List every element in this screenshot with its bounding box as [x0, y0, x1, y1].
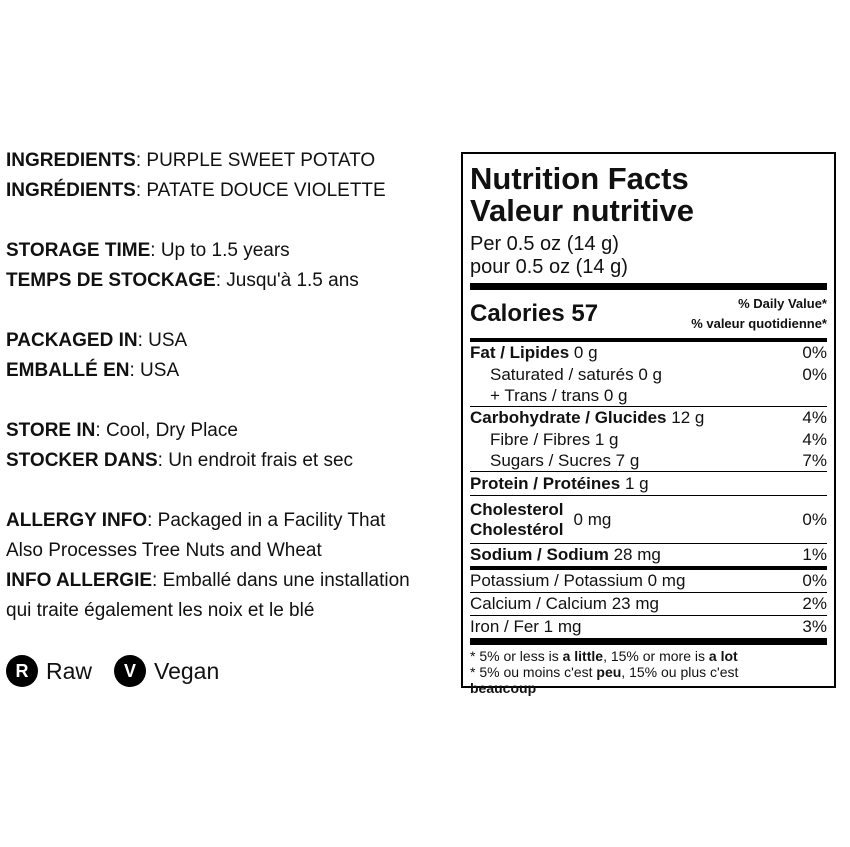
carbohydrate-label: Carbohydrate / Glucides — [470, 408, 667, 427]
cholesterol-pct: 0% — [802, 509, 827, 529]
storage-en-label: STORAGE TIME — [6, 240, 151, 261]
footnote — [470, 648, 827, 696]
ingredients-en-label: INGREDIENTS — [6, 150, 136, 171]
cholesterol-amount: 0 mg — [573, 509, 612, 529]
allergy-fr-cont — [6, 596, 456, 626]
footnote-en — [470, 648, 827, 664]
packaged-en-label: PACKAGED IN — [6, 330, 138, 351]
footnote-en-part1: * 5% or less is — [470, 648, 563, 664]
vegan-badge — [114, 655, 219, 687]
serving-size-fr: pour 0.5 oz (14 g) — [470, 256, 628, 278]
footnote-en-little: a little — [562, 648, 604, 664]
fibre-row — [470, 429, 827, 450]
nutrition-facts-table — [461, 152, 836, 696]
calcium-pct: 2% — [802, 594, 827, 613]
calcium-label: Calcium / Calcium 23 mg — [470, 594, 659, 613]
protein-row — [470, 472, 827, 495]
iron-label: Iron / Fer 1 mg — [470, 617, 582, 636]
iron-pct: 3% — [802, 617, 827, 636]
raw-label: Raw — [46, 657, 93, 684]
cholesterol-row — [470, 496, 827, 543]
daily-value-fr: % valeur quotidienne* — [691, 316, 827, 331]
diet-badges — [6, 655, 241, 687]
storage-fr-value: : Jusqu'à 1.5 ans — [215, 270, 359, 291]
store-en-value: : Cool, Dry Place — [95, 420, 238, 441]
allergy-fr — [6, 566, 456, 596]
carbohydrate-pct: 4% — [802, 408, 827, 427]
footnote-en-lot: a lot — [708, 648, 738, 664]
footnote-fr-part1: * 5% ou moins c'est — [470, 664, 597, 680]
storage-fr — [6, 266, 456, 296]
serving-size-en: Per 0.5 oz (14 g) — [470, 233, 619, 255]
allergy-en — [6, 506, 456, 536]
footnote-en-part2: , 15% or more is — [603, 648, 709, 664]
calcium-row — [470, 593, 827, 615]
packaged-fr-label: EMBALLÉ EN — [6, 360, 130, 381]
trans-label: + Trans / trans 0 g — [490, 385, 628, 405]
iron-row — [470, 616, 827, 638]
cholesterol-label-fr: Cholestérol — [470, 519, 564, 539]
potassium-pct: 0% — [802, 571, 827, 590]
protein-label: Protein / Protéines — [470, 473, 621, 493]
store-fr-label: STOCKER DANS — [6, 450, 158, 471]
product-info — [6, 146, 456, 626]
cholesterol-names — [470, 500, 564, 540]
allergy-fr-value: : Emballé dans une installation — [152, 570, 410, 591]
footnote-fr-beaucoup: beaucoup — [470, 680, 537, 696]
packaged-en-value: : USA — [137, 330, 188, 351]
footnote-fr — [470, 664, 827, 680]
sugars-pct: 7% — [802, 450, 827, 470]
storage-en — [6, 236, 456, 266]
footnote-fr-part2: , 15% ou plus c'est — [621, 664, 739, 680]
fat-amount: 0 g — [573, 343, 598, 362]
carbohydrate-row — [470, 407, 827, 429]
sodium-label: Sodium / Sodium — [470, 545, 609, 564]
store-en — [6, 416, 456, 446]
vegan-label: Vegan — [154, 657, 220, 684]
footnote-fr-peu: peu — [596, 664, 622, 680]
fibre-label: Fibre / Fibres 1 g — [490, 429, 619, 449]
raw-icon: R — [6, 655, 38, 687]
allergy-en-label: ALLERGY INFO — [6, 510, 148, 531]
fat-pct: 0% — [802, 343, 827, 362]
footnote-fr-cont — [470, 680, 827, 696]
daily-value-en: % Daily Value* — [738, 296, 827, 311]
allergy-en-cont — [6, 536, 456, 566]
calories-row — [470, 290, 827, 338]
fat-row — [470, 342, 827, 364]
nutrition-title-en: Nutrition Facts — [470, 161, 689, 196]
allergy-fr-label: INFO ALLERGIE — [6, 570, 153, 591]
packaged-fr-value: : USA — [129, 360, 180, 381]
ingredients-en-value: : PURPLE SWEET POTATO — [135, 150, 376, 171]
sugars-label: Sugars / Sucres 7 g — [490, 450, 640, 470]
saturated-pct: 0% — [802, 364, 827, 384]
store-en-label: STORE IN — [6, 420, 96, 441]
allergy-en-value2: Also Processes Tree Nuts and Wheat — [6, 540, 322, 561]
sugars-row — [470, 450, 827, 471]
ingredients-fr-label: INGRÉDIENTS — [6, 180, 136, 201]
packaged-en — [6, 326, 456, 356]
saturated-row — [470, 364, 827, 385]
potassium-row — [470, 570, 827, 592]
store-fr — [6, 446, 456, 476]
ingredients-en — [6, 146, 456, 176]
sodium-amount: 28 mg — [613, 545, 661, 564]
vegan-icon: V — [114, 655, 146, 687]
divider-thick — [470, 283, 827, 290]
storage-en-value: : Up to 1.5 years — [150, 240, 290, 261]
cholesterol-left — [470, 500, 611, 540]
ingredients-fr — [6, 176, 456, 206]
sodium-pct: 1% — [802, 545, 827, 564]
store-fr-value: : Un endroit frais et sec — [157, 450, 354, 471]
divider-thick — [470, 638, 827, 645]
nutrition-title-fr: Valeur nutritive — [470, 193, 694, 228]
cholesterol-label-en: Cholesterol — [470, 499, 564, 519]
fat-label: Fat / Lipides — [470, 343, 570, 362]
calories: Calories 57 — [470, 300, 599, 327]
storage-fr-label: TEMPS DE STOCKAGE — [6, 270, 216, 291]
potassium-label: Potassium / Potassium 0 mg — [470, 571, 686, 590]
raw-badge — [6, 655, 92, 687]
allergy-en-value: : Packaged in a Facility That — [147, 510, 386, 531]
carbohydrate-amount: 12 g — [671, 408, 705, 427]
packaged-fr — [6, 356, 456, 386]
sodium-row — [470, 544, 827, 566]
protein-amount: 1 g — [624, 473, 649, 493]
saturated-label: Saturated / saturés 0 g — [490, 364, 662, 384]
daily-value-header — [691, 294, 827, 334]
trans-row — [470, 385, 827, 406]
allergy-fr-value2: qui traite également les noix et le blé — [6, 600, 315, 621]
fibre-pct: 4% — [802, 429, 827, 449]
ingredients-fr-value: : PATATE DOUCE VIOLETTE — [135, 180, 386, 201]
